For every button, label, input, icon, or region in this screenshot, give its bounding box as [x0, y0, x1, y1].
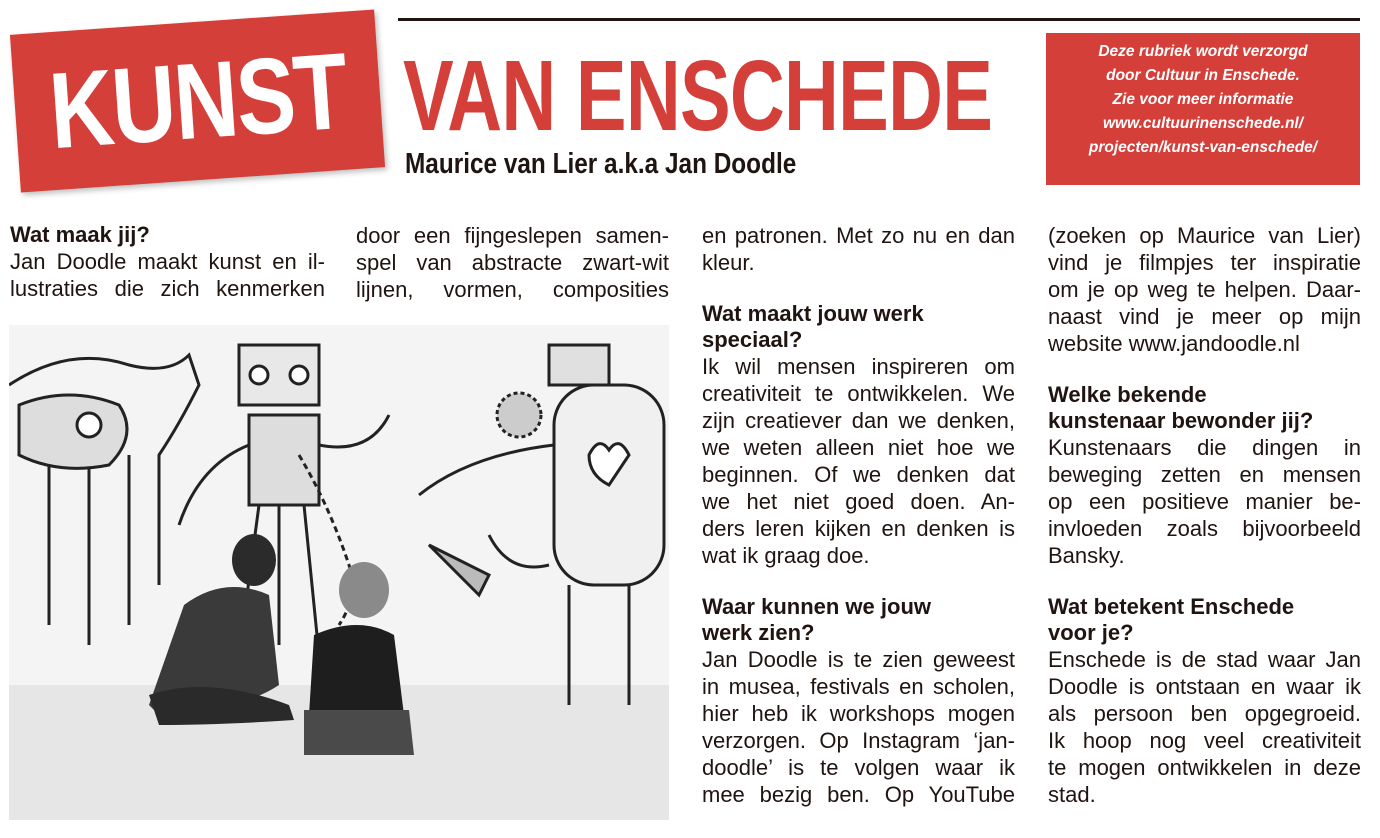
- body-line: wat ik graag doe.: [702, 543, 870, 568]
- body-line: te mogen ontwikkelen in deze: [1048, 755, 1361, 780]
- body-line: door een fijngeslepen samen-: [356, 223, 669, 248]
- body-line: spel van abstracte zwart-wit: [356, 250, 669, 275]
- body-line: naast vind je meer op mijn: [1048, 304, 1361, 329]
- body-line: invloeden zoals bijvoorbeeld: [1048, 516, 1361, 541]
- body-line: Kunstenaars die dingen in: [1048, 435, 1361, 460]
- info-line: Deze rubriek wordt verzorgd: [1098, 43, 1308, 60]
- body-line: (zoeken op Maurice van Lier): [1048, 223, 1361, 248]
- body-line: we weten alleen niet hoe we: [702, 435, 1015, 460]
- body-line: Enschede is de stad waar Jan: [1048, 647, 1361, 672]
- column-1: [10, 222, 325, 302]
- question-heading: Waar kunnen we jouw: [702, 594, 931, 619]
- info-box: [1046, 33, 1360, 185]
- body-line: vind je filmpjes ter inspiratie: [1048, 250, 1361, 275]
- body-line: als persoon ben opgegroeid.: [1048, 701, 1361, 726]
- body-line: en patronen. Met zo nu en dan: [702, 223, 1015, 248]
- column-2: [356, 222, 669, 303]
- body-line: doodle’ is te volgen waar ik: [702, 755, 1015, 780]
- doodle-wall-illustration: [9, 325, 669, 820]
- info-line: door Cultuur in Enschede.: [1106, 67, 1300, 84]
- question-heading: voor je?: [1048, 620, 1134, 645]
- kunst-label-box: [10, 9, 385, 192]
- top-rule: [398, 18, 1360, 21]
- info-line: projecten/kunst-van-enschede/: [1088, 139, 1318, 156]
- body-line: in musea, festivals en scholen,: [702, 674, 1015, 699]
- body-line: beweging zetten en mensen: [1048, 462, 1361, 487]
- article-subtitle: Maurice van Lier a.k.a Jan Doodle: [405, 148, 797, 180]
- question-heading: werk zien?: [702, 620, 815, 645]
- kunst-label: KUNST: [45, 29, 350, 172]
- body-line: website www.jandoodle.nl: [1048, 331, 1300, 356]
- column-4: [1048, 222, 1361, 808]
- body-line: Jan Doodle maakt kunst en il-: [10, 249, 325, 274]
- question-heading: kunstenaar bewonder jij?: [1048, 408, 1314, 433]
- question-heading: Wat maakt jouw werk: [702, 301, 924, 326]
- body-line: lijnen, vormen, composities: [356, 277, 669, 302]
- body-line: creativiteit te ontwikkelen. We: [702, 381, 1015, 406]
- question-heading: speciaal?: [702, 327, 803, 352]
- body-line: hier heb ik workshops mogen: [702, 701, 1015, 726]
- info-line: www.cultuurinenschede.nl/: [1102, 115, 1304, 132]
- body-line: Jan Doodle is te zien geweest: [702, 647, 1015, 672]
- question-heading: Wat maak jij?: [10, 222, 150, 247]
- question-heading: Welke bekende: [1048, 382, 1207, 407]
- body-line: zijn creatiever dan we denken,: [702, 408, 1015, 433]
- body-line: beginnen. Of we denken dat: [702, 462, 1015, 487]
- body-line: verzorgen. Op Instagram ‘jan-: [702, 728, 1015, 753]
- body-line: Bansky.: [1048, 543, 1125, 568]
- body-line: Ik wil mensen inspireren om: [702, 354, 1015, 379]
- body-line: Doodle is ontstaan en waar ik: [1048, 674, 1361, 699]
- page-title: VAN ENSCHEDE: [403, 40, 993, 152]
- body-line: op een positieve manier be-: [1048, 489, 1361, 514]
- body-line: kleur.: [702, 250, 755, 275]
- body-line: om je op weg te helpen. Daar-: [1048, 277, 1361, 302]
- question-heading: Wat betekent Enschede: [1048, 594, 1295, 619]
- body-line: stad.: [1048, 782, 1096, 807]
- artist-photo: [9, 325, 669, 820]
- body-line: Ik hoop nog veel creativiteit: [1048, 728, 1361, 753]
- column-3: [702, 222, 1015, 808]
- body-line: ders leren kijken en denken is: [702, 516, 1015, 541]
- body-line: mee bezig ben. Op YouTube: [702, 782, 1015, 807]
- info-line: Zie voor meer informatie: [1112, 91, 1294, 108]
- body-line: we het niet goed doen. An-: [702, 489, 1015, 514]
- body-line: lustraties die zich kenmerken: [10, 276, 325, 301]
